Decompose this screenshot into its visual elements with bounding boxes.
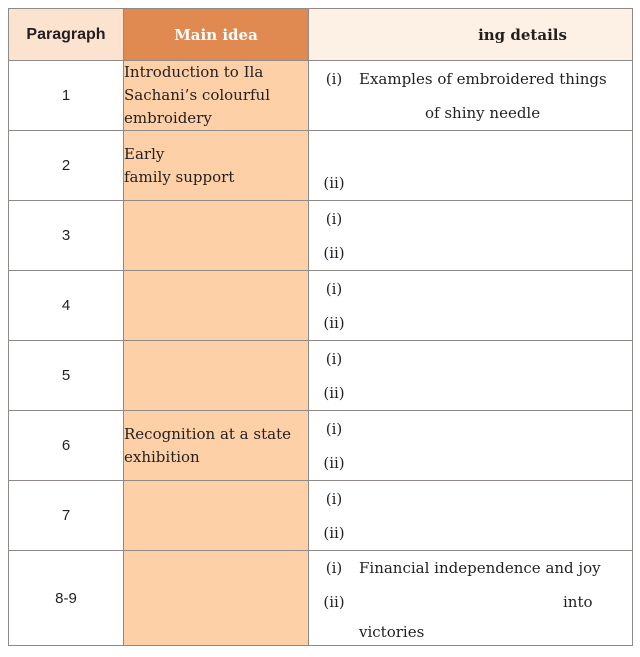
main-idea-cell xyxy=(124,481,309,551)
header-main-idea: Main idea xyxy=(124,9,309,61)
paragraph-number: 3 xyxy=(9,201,124,271)
table-row xyxy=(9,131,633,201)
header-supporting-details: ing details xyxy=(309,9,633,61)
paragraph-number: 1 xyxy=(9,61,124,131)
table-row xyxy=(9,61,633,131)
item-number: (i) xyxy=(325,489,343,508)
item-number: (i) xyxy=(325,209,343,228)
item-number: (ii) xyxy=(323,453,345,472)
item-number: (ii) xyxy=(323,523,345,542)
supporting-details-cell xyxy=(309,341,633,411)
detail-text: Examples of embroidered things xyxy=(359,69,607,88)
paragraph-number: 6 xyxy=(9,411,124,481)
item-number: (ii) xyxy=(323,243,345,262)
supporting-details-cell xyxy=(309,551,633,646)
item-number: (i) xyxy=(325,69,343,88)
item-number: (i) xyxy=(325,559,343,577)
item-number: (i) xyxy=(325,279,343,298)
paragraph-number: 4 xyxy=(9,271,124,341)
item-number: (i) xyxy=(325,349,343,368)
main-idea-cell: Introduction to Ila Sachani’s colourful embroidery xyxy=(124,61,309,131)
main-idea-cell: Recognition at a state exhibition xyxy=(124,411,309,481)
paragraph-number: 7 xyxy=(9,481,124,551)
table-row xyxy=(9,551,633,646)
item-number: (i) xyxy=(325,419,343,438)
main-idea-cell: Early family support xyxy=(124,131,309,201)
table-row xyxy=(9,271,633,341)
supporting-details-cell xyxy=(309,271,633,341)
detail-text: into xyxy=(563,593,593,611)
table-row xyxy=(9,411,633,481)
worksheet-table xyxy=(8,8,633,646)
table-row xyxy=(9,341,633,411)
detail-text: Financial independence and joy xyxy=(359,559,601,577)
supporting-details-cell xyxy=(309,481,633,551)
detail-text-continued: victories xyxy=(359,623,425,641)
item-number: (ii) xyxy=(323,173,345,192)
table-row xyxy=(9,481,633,551)
paragraph-number: 8-9 xyxy=(9,551,124,646)
main-idea-cell xyxy=(124,341,309,411)
item-number: (ii) xyxy=(323,383,345,402)
paragraph-number: 5 xyxy=(9,341,124,411)
item-number: (ii) xyxy=(323,593,345,611)
header-row xyxy=(9,9,633,61)
supporting-details-cell xyxy=(309,131,633,201)
main-idea-cell xyxy=(124,201,309,271)
header-paragraph: Paragraph xyxy=(9,9,124,61)
table-row xyxy=(9,201,633,271)
supporting-details-cell xyxy=(309,61,633,131)
paragraph-number: 2 xyxy=(9,131,124,201)
main-idea-cell xyxy=(124,551,309,646)
main-idea-cell xyxy=(124,271,309,341)
item-number: (ii) xyxy=(323,313,345,332)
detail-text: of shiny needle xyxy=(425,103,541,122)
supporting-details-cell xyxy=(309,201,633,271)
supporting-details-cell xyxy=(309,411,633,481)
